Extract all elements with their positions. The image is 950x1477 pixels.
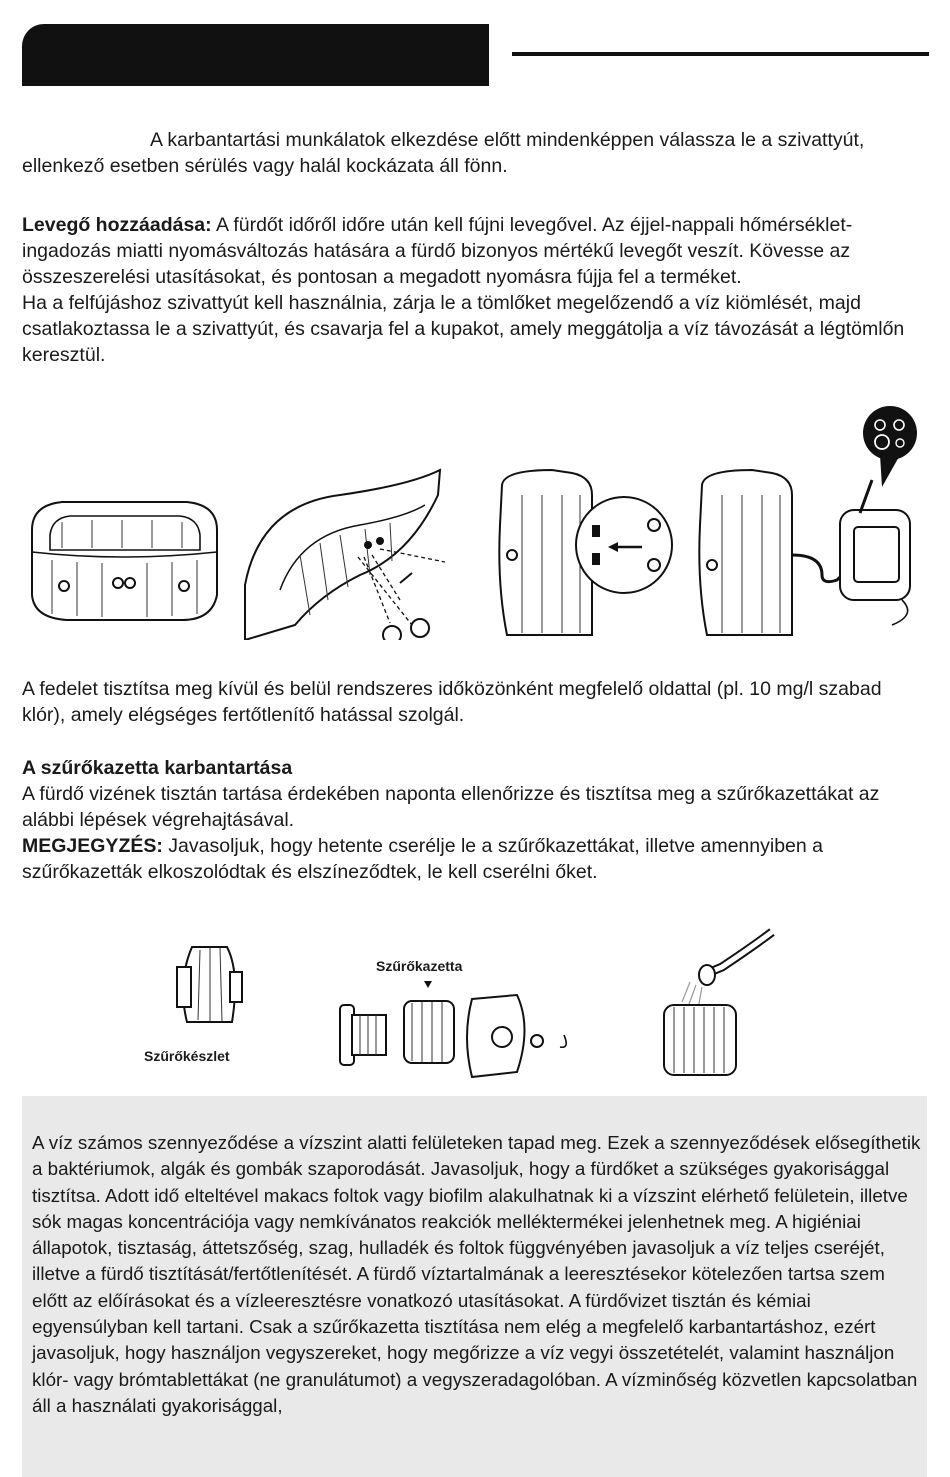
cover-text: A fedelet tisztítsa meg kívül és belül rendszeres időközönként megfelelő oldattal (pl. 10 mg/l szabad klór), amely elégséges fertőtlenítő hatással szolgál. (22, 678, 882, 726)
air-label: Levegő hozzáadása: (22, 214, 212, 236)
intro-paragraph (22, 127, 927, 179)
intro-text: A karbantartási munkálatok elkezdése előtt mindenképpen válassza le a szivattyút, ellenkező esetben sérülés vagy halál kockázata áll fönn. (22, 129, 865, 177)
filter-illustrations (22, 922, 927, 1092)
air-text-2: Ha a felfújáshoz szivattyút kell használnia, zárja le a tömlőket megelőzendő a víz kiömlését, majd csatlakoztassa le a szivattyút, és csavarja fel a kupakot, amely meggátolja a víz távozását a légtömlőn keresztül. (22, 292, 905, 366)
spa-square-figure (22, 490, 227, 625)
filter-cartridge-caption: Szűrőkazetta (376, 958, 463, 974)
spa-side-figure (492, 465, 677, 640)
filter-set-figure (172, 942, 247, 1032)
note-label: MEGJEGYZÉS: (22, 835, 163, 857)
note-text: Javasoljuk, hogy hetente cserélje le a szűrőkazettákat, illetve amennyiben a szűrőkazetták elkoszolódtak és elszíneződtek, le kell cserélni őket. (22, 835, 823, 883)
spa-interior-figure (240, 465, 445, 640)
filter-heading: A szűrőkazetta karbantartása (22, 757, 293, 779)
filter-text: A fürdő vizének tisztán tartása érdekében naponta ellenőrizze és tisztítsa meg a szűrőkazettákat az alábbi lépések végrehajtásával. (22, 783, 880, 831)
air-text-1: A fürdőt időről időre után kell fújni levegővel. Az éjjel-nappali hőmérséklet-ingadozás miatti nyomásváltozás hatására a fürdő bizonyos mértékű levegőt veszít. Kövesse az összeszerelési utasításokat, és pontosan a megadott nyomásra fújja fel a terméket. (22, 214, 853, 288)
filter-set-caption: Szűrőkészlet (144, 1048, 230, 1064)
air-section (22, 212, 927, 368)
spa-illustrations (22, 405, 927, 645)
section-header-rule (512, 52, 929, 56)
filter-rinse-figure (652, 927, 792, 1077)
water-quality-box (22, 1096, 927, 1477)
cover-paragraph (22, 676, 927, 728)
filter-section (22, 755, 927, 885)
water-quality-text: A víz számos szennyeződése a vízszint alatti felületeken tapad meg. Ezek a szennyeződések elősegíthetik a baktériumok, algák és gombák szaporodását. Javasoljuk, hogy a fürdőket a szükséges gyakorisággal tisztítsa. Adott idő elteltével makacs foltok vagy biofilm alakulhatnak ki a vízszint elérhető felületein, illetve sók magas koncentrációja vagy nemkívánatos reakciók melléktermékei jelenhetnek meg. A higiéniai állapotok, tisztaság, áttetszőség, szag, hulladék és foltok függvényében javasoljuk a víz teljes cseréjét, illetve a fürdő tisztítását/fertőtlenítését. A fürdő víztartalmának a leeresztésekor kötelezően tartsa szem előtt az előírásokat és a vízleeresztésre vonatkozó utasításokat. A fürdővizet tisztán és kémiai egyensúlyban kell tartani. Csak a szűrőkazetta tisztítása nem elég a megfelelő karbantartáshoz, ezért javasoljuk, hogy használjon vegyszereket, hogy megőrizze a víz vegyi összetételét, valamint használjon klór- vagy brómtablettákat (ne granulátumot) a vegyszeradagolóban. A vízminőség közvetlen kapcsolatban áll a használati gyakorisággal, (32, 1132, 921, 1416)
spa-pump-figure (692, 405, 927, 640)
section-header-bar (22, 24, 489, 86)
filter-exploded-figure (332, 977, 587, 1087)
